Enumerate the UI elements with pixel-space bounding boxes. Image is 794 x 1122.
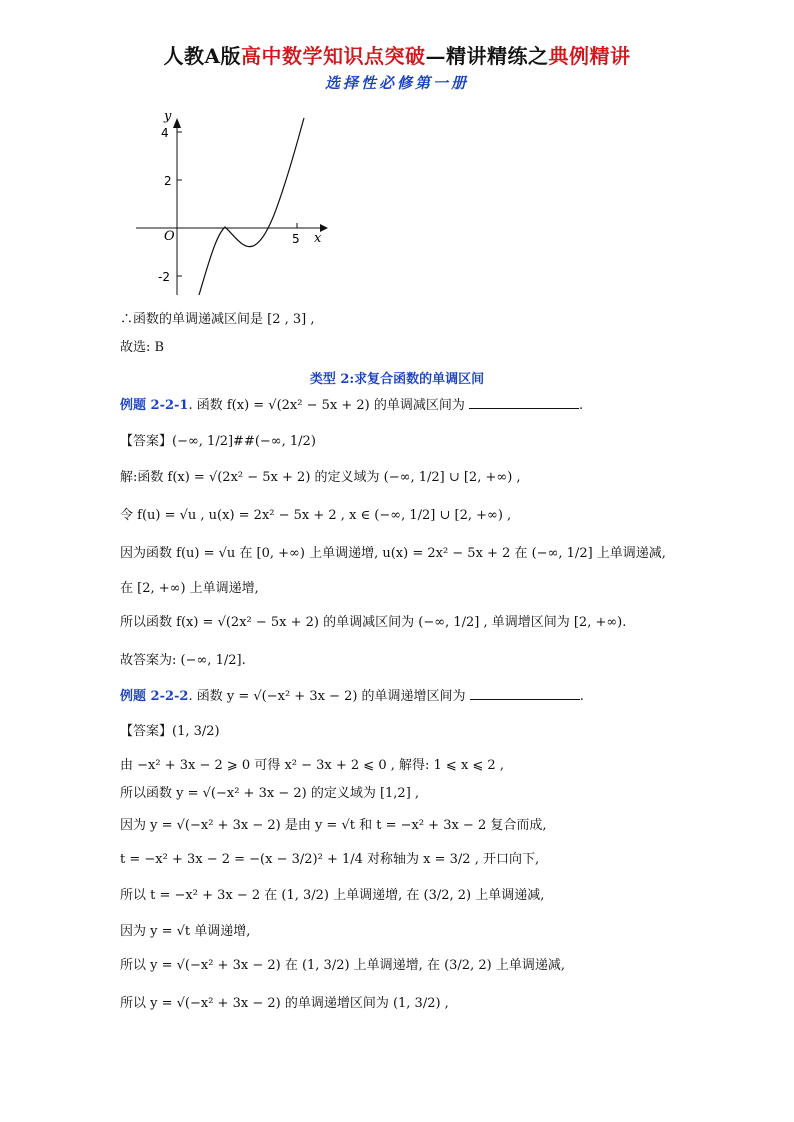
example-1-text: . 函数 f(x) = √(2x² − 5x + 2) 的单调减区间为 bbox=[188, 398, 465, 413]
header-subtitle: 选择性必修第一册 bbox=[324, 74, 469, 92]
y-tick-label-neg2: -2 bbox=[158, 270, 170, 284]
solution-1-line-1: 解:函数 f(x) = √(2x² − 5x + 2) 的定义域为 (−∞, 1/2] ∪ [2, +∞) , bbox=[120, 470, 521, 485]
header-part3: —精讲精练之 bbox=[425, 44, 549, 68]
example-2-text: . 函数 y = √(−x² + 3x − 2) 的单调递增区间为 bbox=[188, 689, 466, 704]
solution-2-line-8: 所以 y = √(−x² + 3x − 2) 的单调递增区间为 (1, 3/2) , bbox=[120, 996, 449, 1011]
page-header bbox=[0, 40, 794, 69]
solution-1-line-2: 令 f(u) = √u , u(x) = 2x² − 5x + 2 , x ∈ (−∞, 1/2] ∪ [2, +∞) , bbox=[120, 508, 512, 523]
y-tick-label-2: 2 bbox=[164, 174, 172, 188]
solution-2-line-2: 所以函数 y = √(−x² + 3x − 2) 的定义域为 [1,2] , bbox=[120, 786, 420, 801]
example-1-question: 例题 2-2-1. 函数 f(x) = √(2x² − 5x + 2) 的单调减区间为 . bbox=[120, 398, 584, 413]
answer-2: 【答案】(1, 3/2) bbox=[120, 724, 220, 739]
header-part4: 典例精讲 bbox=[548, 44, 631, 68]
function-graph bbox=[128, 100, 338, 300]
answer-blank-1 bbox=[469, 396, 579, 409]
solution-1-line-5: 所以函数 f(x) = √(2x² − 5x + 2) 的单调减区间为 (−∞, 1/2] , 单调增区间为 [2, +∞). bbox=[120, 615, 627, 630]
solution-2-line-1: 由 −x² + 3x − 2 ⩾ 0 可得 x² − 3x + 2 ⩽ 0 , 解得: 1 ⩽ x ⩽ 2 , bbox=[120, 758, 504, 773]
solution-1-line-6: 故答案为: (−∞, 1/2]. bbox=[120, 653, 246, 668]
x-tick-label-5: 5 bbox=[292, 232, 300, 246]
solution-2-line-4: t = −x² + 3x − 2 = −(x − 3/2)² + 1/4 对称轴为 x = 3/2 , 开口向下, bbox=[120, 852, 540, 867]
origin-label: O bbox=[164, 229, 175, 244]
answer-1: 【答案】(−∞, 1/2]##(−∞, 1/2) bbox=[120, 434, 316, 449]
solution-2-line-5: 所以 t = −x² + 3x − 2 在 (1, 3/2) 上单调递增, 在 (3/2, 2) 上单调递减, bbox=[120, 888, 545, 903]
example-2-tag: 例题 2-2-2 bbox=[120, 689, 189, 704]
conclusion-line: ∴函数的单调递减区间是 [2 , 3] , bbox=[120, 312, 315, 327]
header-part2: 高中数学知识点突破 bbox=[241, 44, 426, 68]
x-axis-label: x bbox=[314, 231, 322, 246]
solution-1-line-4: 在 [2, +∞) 上单调递增, bbox=[120, 581, 259, 596]
solution-2-line-6: 因为 y = √t 单调递增, bbox=[120, 924, 251, 939]
function-curve bbox=[199, 118, 304, 295]
example-2-question: 例题 2-2-2. 函数 y = √(−x² + 3x − 2) 的单调递增区间为 . bbox=[120, 689, 584, 704]
answer-blank-2 bbox=[470, 687, 580, 700]
y-axis-arrow bbox=[173, 118, 181, 128]
solution-1-line-3: 因为函数 f(u) = √u 在 [0, +∞) 上单调递增, u(x) = 2x² − 5x + 2 在 (−∞, 1/2] 上单调递减, bbox=[120, 546, 666, 561]
y-tick-label-4: 4 bbox=[161, 126, 169, 140]
y-axis-label: y bbox=[164, 109, 172, 124]
header-part1: 人教A版 bbox=[163, 44, 242, 68]
example-1-tag: 例题 2-2-1 bbox=[120, 398, 189, 413]
solution-2-line-3: 因为 y = √(−x² + 3x − 2) 是由 y = √t 和 t = −x² + 3x − 2 复合而成, bbox=[120, 818, 547, 833]
choice-line: 故选: B bbox=[120, 340, 165, 355]
solution-2-line-7: 所以 y = √(−x² + 3x − 2) 在 (1, 3/2) 上单调递增, 在 (3/2, 2) 上单调递减, bbox=[120, 958, 565, 973]
section-title: 类型 2:求复合函数的单调区间 bbox=[309, 372, 485, 387]
